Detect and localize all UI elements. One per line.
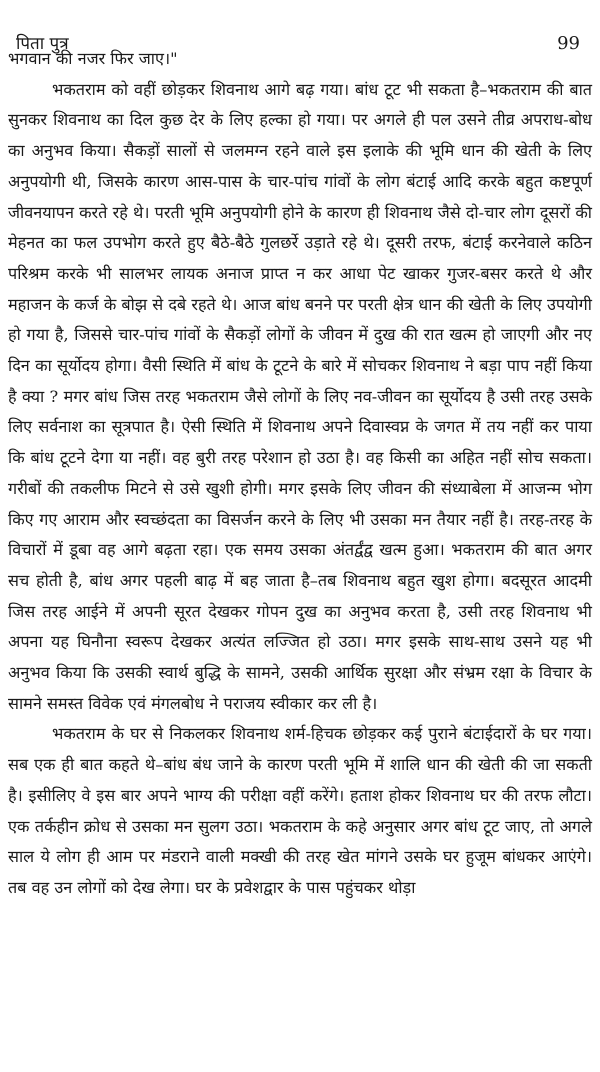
page-header (8, 0, 592, 54)
running-title: पिता पुत्र (16, 34, 69, 54)
paragraph: भकतराम के घर से निकलकर शिवनाथ शर्म-हिचक छोड़कर कई पुराने बंटाईदारों के घर गया। सब एक ही बात कहते थे–बांध बंध जाने के कारण परती भूमि में शालि धान की खेती की जा सकती है। इसीलिए वे इस बार अपने भाग्य की परीक्षा वहीं करेंगे। हताश होकर शिवनाथ घर की तरफ लौटा। एक तर्कहीन क्रोध से उसका मन सुलग उठा। भकतराम के कहे अनुसार अगर बांध टूट जाए, तो अगले साल ये लोग ही आम पर मंडराने वाली मक्खी की तरह खेत मांगने उसके घर हुजूम बांधकर आएंगे। तब वह उन लोगों को देख लेगा। घर के प्रवेशद्वार के पास पहुंचकर थोड़ा (8, 724, 592, 897)
page-number: 99 (557, 33, 580, 54)
paragraph-continuation: भगवान की नजर फिर जाए।" (8, 49, 178, 68)
body-text (8, 44, 592, 904)
paragraph: भकतराम को वहीं छोड़कर शिवनाथ आगे बढ़ गया। बांध टूट भी सकता है–भकतराम की बात सुनकर शिवनाथ का दिल कुछ देर के लिए हल्का हो गया। पर अगले ही पल उसने तीव्र अपराध-बोध का अनुभव किया। सैकड़ों सालों से जलमग्न रहने वाले इस इलाके की भूमि धान की खेती के लिए अनुपयोगी थी, जिसके कारण आस-पास के चार-पांच गांवों के लोग बंटाई आदि करके बहुत कष्टपूर्ण जीवनयापन करते रहे थे। परती भूमि अनुपयोगी होने के कारण ही शिवनाथ जैसे दो-चार लोग दूसरों की मेहनत का फल उपभोग करते हुए बैठे-बैठे गुलछर्रे उड़ाते रहे थे। दूसरी तरफ, बंटाई करनेवाले कठिन परिश्रम करके भी सालभर लायक अनाज प्राप्त न कर आधा पेट खाकर गुजर-बसर करते थे और महाजन के कर्ज के बोझ से दबे रहते थे। आज बांध बनने पर परती क्षेत्र धान की खेती के लिए उपयोगी हो गया है, जिससे चार-पांच गांवों के सैकड़ों लोगों के जीवन में दुख की रात खत्म हो जाएगी और नए दिन का सूर्योदय होगा। वैसी स्थिति में बांध के टूटने के बारे में सोचकर शिवनाथ ने बड़ा पाप नहीं किया है क्या ? मगर बांध जिस तरह भकतराम जैसे लोगों के लिए नव-जीवन का सूर्योदय है उसी तरह उसके लिए सर्वनाश का सूत्रपात है। ऐसी स्थिति में शिवनाथ अपने दिवास्वप्न के जगत में तय नहीं कर पाया कि बांध टूटने देगा या नहीं। वह बुरी तरह परेशान हो उठा है। वह किसी का अहित नहीं सोच सकता। गरीबों की तकलीफ मिटने से उसे खुशी होगी। मगर इसके लिए जीवन की संध्याबेला में आजन्म भोग किए गए आराम और स्वच्छंदता का विसर्जन करने के लिए भी उसका मन तैयार नहीं है। तरह-तरह के विचारों में डूबा वह आगे बढ़ता रहा। एक समय उसका अंतर्द्वंद्व खत्म हुआ। भकतराम की बात अगर सच होती है, बांध अगर पहली बाढ़ में बह जाता है–तब शिवनाथ बहुत खुश होगा। बदसूरत आदमी जिस तरह आईने में अपनी सूरत देखकर गोपन दुख का अनुभव करता है, उसी तरह शिवनाथ भी अपना यह घिनौना स्वरूप देखकर अत्यंत लज्जित हो उठा। मगर इसके साथ-साथ उसने यह भी अनुभव किया कि उसकी स्वार्थ बुद्धि के सामने, उसकी आर्थिक सुरक्षा और संभ्रम रक्षा के विचार के सामने समस्त विवेक एवं मंगलबोध ने पराजय स्वीकार कर ली है। (8, 79, 592, 713)
